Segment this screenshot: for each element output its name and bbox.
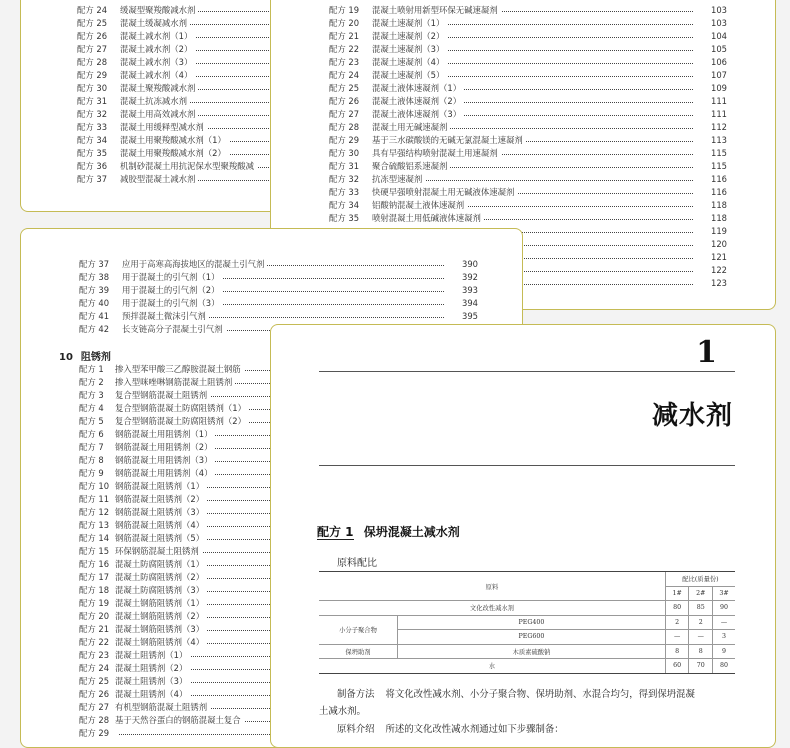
cell: 8 bbox=[665, 644, 689, 659]
recipe-title: 机制砂混凝土用抗泥保水型聚羧酸减 bbox=[120, 161, 257, 171]
recipe-code: 配方 37 bbox=[77, 174, 108, 184]
recipe-title: 应用于高寒高海拔地区的混凝土引气剂 bbox=[122, 259, 267, 269]
recipe-title: 掺入型苯甲酸三乙醇胺混凝土钢筋 bbox=[115, 364, 244, 374]
recipe-title: 钢筋混凝土阻锈剂（1） bbox=[115, 481, 207, 491]
cell: — bbox=[689, 630, 713, 645]
recipe-title: 环保钢筋混凝土阻锈剂 bbox=[115, 546, 202, 556]
recipe-code: 配方 15 bbox=[79, 546, 110, 556]
recipe-title: 混凝土液体速凝剂（3） bbox=[372, 109, 464, 119]
page-number: 120 bbox=[711, 239, 727, 249]
recipe-code: 配方 24 bbox=[329, 70, 360, 80]
page-number: 121 bbox=[711, 252, 727, 262]
recipe-code: 配方 34 bbox=[77, 135, 108, 145]
page-number: 107 bbox=[711, 70, 727, 80]
header-ratio: 配比(质量份) bbox=[665, 572, 735, 587]
recipe-title: 钢筋混凝土用阻锈剂（1） bbox=[115, 429, 215, 439]
material-name: 文化改性减水剂 bbox=[319, 601, 665, 616]
cell: 8 bbox=[689, 644, 713, 659]
table-row bbox=[319, 659, 735, 674]
recipe-title: 缓凝型聚羧酸减水剂 bbox=[120, 5, 198, 15]
intro-text: 所述的文化改性减水剂通过如下步骤制备： bbox=[385, 724, 564, 735]
toc-entry[interactable] bbox=[79, 297, 478, 310]
recipe-code: 配方 5 bbox=[79, 416, 104, 426]
recipe-code: 配方 12 bbox=[79, 507, 110, 517]
recipe-title: 混凝土速凝剂（2） bbox=[372, 31, 447, 41]
recipe-title: 混凝土防腐阻锈剂（2） bbox=[115, 572, 207, 582]
recipe-title: 混凝土减水剂（1） bbox=[120, 31, 195, 41]
toc-entry[interactable] bbox=[329, 4, 727, 17]
recipe-code: 配方 24 bbox=[77, 5, 108, 15]
recipe-code: 配方 34 bbox=[329, 200, 360, 210]
recipe-title: 钢筋混凝土阻锈剂（3） bbox=[115, 507, 207, 517]
recipe-title: 复合型钢筋混凝土防腐阻锈剂（1） bbox=[115, 403, 249, 413]
recipe-title: 混凝土液体速凝剂（2） bbox=[372, 96, 464, 106]
recipe-title: 钢筋混凝土阻锈剂（2） bbox=[115, 494, 207, 504]
ingredient-table bbox=[319, 571, 735, 674]
recipe-code: 配方 10 bbox=[79, 481, 110, 491]
recipe-label: 配方 1 bbox=[317, 525, 354, 539]
cell: 80 bbox=[665, 601, 689, 616]
page-number: 103 bbox=[711, 5, 727, 15]
col-label: 3# bbox=[713, 586, 735, 601]
page-number: 105 bbox=[711, 44, 727, 54]
recipe-title: 混凝土钢筋阻锈剂（4） bbox=[115, 637, 207, 647]
toc-entry[interactable] bbox=[329, 173, 727, 186]
recipe-heading bbox=[317, 523, 460, 540]
recipe-title: 聚合硫酸铝系速凝剂 bbox=[372, 161, 450, 171]
recipe-code: 配方 25 bbox=[77, 18, 108, 28]
page-number: 392 bbox=[462, 272, 478, 282]
recipe-code: 配方 36 bbox=[77, 161, 108, 171]
recipe-code: 配方 29 bbox=[77, 70, 108, 80]
recipe-code: 配方 25 bbox=[329, 83, 360, 93]
recipe-title: 混凝土钢筋阻锈剂（3） bbox=[115, 624, 207, 634]
recipe-code: 配方 28 bbox=[329, 122, 360, 132]
intro-label: 原料介绍 bbox=[337, 724, 375, 735]
table-row bbox=[319, 644, 735, 659]
recipe-code: 配方 9 bbox=[79, 468, 104, 478]
recipe-code: 配方 32 bbox=[329, 174, 360, 184]
method-paragraph bbox=[319, 686, 735, 703]
recipe-code: 配方 27 bbox=[329, 109, 360, 119]
recipe-code: 配方 24 bbox=[79, 663, 110, 673]
recipe-title: 混凝土防腐阻锈剂（1） bbox=[115, 559, 207, 569]
material-name: 木质素硫酸钠 bbox=[398, 644, 666, 659]
recipe-title: 抗冻型速凝剂 bbox=[372, 174, 425, 184]
recipe-code: 配方 38 bbox=[79, 272, 110, 282]
cell: — bbox=[665, 630, 689, 645]
recipe-code: 配方 14 bbox=[79, 533, 110, 543]
recipe-code: 配方 42 bbox=[79, 324, 110, 334]
toc-entry[interactable] bbox=[329, 147, 727, 160]
recipe-title: 基于三水碳酸镁的无碱无氯混凝土速凝剂 bbox=[372, 135, 526, 145]
recipe-title: 混凝土钢筋阻锈剂（1） bbox=[115, 598, 207, 608]
toc-entry[interactable] bbox=[329, 17, 727, 30]
divider bbox=[319, 465, 735, 466]
cell: 85 bbox=[689, 601, 713, 616]
toc-entry[interactable] bbox=[329, 121, 727, 134]
recipe-code: 配方 25 bbox=[79, 676, 110, 686]
page-number: 395 bbox=[462, 311, 478, 321]
recipe-code: 配方 26 bbox=[329, 96, 360, 106]
recipe-code: 配方 4 bbox=[79, 403, 104, 413]
recipe-code: 配方 27 bbox=[77, 44, 108, 54]
recipe-title: 具有早强结构喷射混凝土用速凝剂 bbox=[372, 148, 501, 158]
recipe-code: 配方 29 bbox=[329, 135, 360, 145]
cell: 2 bbox=[665, 615, 689, 630]
recipe-code: 配方 17 bbox=[79, 572, 110, 582]
recipe-code: 配方 23 bbox=[79, 650, 110, 660]
recipe-code: 配方 8 bbox=[79, 455, 104, 465]
recipe-title: 用于混凝土的引气剂（1） bbox=[122, 272, 222, 282]
table-row bbox=[319, 601, 735, 616]
recipe-code: 配方 22 bbox=[79, 637, 110, 647]
cell: 3 bbox=[713, 630, 735, 645]
recipe-code: 配方 6 bbox=[79, 429, 104, 439]
recipe-code: 配方 11 bbox=[79, 494, 110, 504]
recipe-title: 混凝土抗冻减水剂 bbox=[120, 96, 190, 106]
recipe-title: 混凝土速凝剂（4） bbox=[372, 57, 447, 67]
page-number: 109 bbox=[711, 83, 727, 93]
recipe-code: 配方 35 bbox=[329, 213, 360, 223]
toc-entry[interactable] bbox=[79, 310, 478, 323]
toc-entry[interactable] bbox=[329, 43, 727, 56]
recipe-title: 减胶型混凝土减水剂 bbox=[120, 174, 198, 184]
page-number: 118 bbox=[711, 213, 727, 223]
chapter-page bbox=[270, 324, 776, 748]
recipe-title: 混凝土缓凝减水剂 bbox=[120, 18, 190, 28]
group-name: 小分子聚合物 bbox=[319, 615, 398, 644]
material-name: PEG400 bbox=[398, 615, 666, 630]
recipe-title: 混凝土速凝剂（1） bbox=[372, 18, 447, 28]
page-number: 119 bbox=[711, 226, 727, 236]
cell: 90 bbox=[713, 601, 735, 616]
table-row bbox=[319, 615, 735, 630]
recipe-title: 混凝土速凝剂（3） bbox=[372, 44, 447, 54]
toc-entry[interactable] bbox=[329, 30, 727, 43]
toc-entry[interactable] bbox=[329, 199, 727, 212]
group-name: 保坍助剂 bbox=[319, 644, 398, 659]
recipe-code: 配方 20 bbox=[79, 611, 110, 621]
recipe-title: 保坍混凝土减水剂 bbox=[363, 525, 460, 539]
chapter-number: 10 bbox=[59, 352, 73, 363]
recipe-code: 配方 33 bbox=[77, 122, 108, 132]
page-number: 394 bbox=[462, 298, 478, 308]
recipe-title: 钢筋混凝土用阻锈剂（3） bbox=[115, 455, 215, 465]
recipe-code: 配方 33 bbox=[329, 187, 360, 197]
recipe-title: 混凝土速凝剂（5） bbox=[372, 70, 447, 80]
page-number: 116 bbox=[711, 174, 727, 184]
recipe-code: 配方 23 bbox=[329, 57, 360, 67]
recipe-code: 配方 37 bbox=[79, 259, 110, 269]
page-number: 115 bbox=[711, 161, 727, 171]
recipe-code: 配方 7 bbox=[79, 442, 104, 452]
toc-entry[interactable] bbox=[79, 271, 478, 284]
method-text: 将文化改性减水剂、小分子聚合物、保坍助剂、水混合均匀，得到保坍混凝 bbox=[385, 689, 695, 700]
page-number: 104 bbox=[711, 31, 727, 41]
recipe-title: 钢筋混凝土用阻锈剂（2） bbox=[115, 442, 215, 452]
recipe-code: 配方 32 bbox=[77, 109, 108, 119]
page-number: 113 bbox=[711, 135, 727, 145]
recipe-title: 混凝土阻锈剂（2） bbox=[115, 663, 190, 673]
toc-entry[interactable] bbox=[79, 258, 478, 271]
chapter-title: 减水剂 bbox=[651, 401, 733, 431]
header-material: 原料 bbox=[319, 572, 665, 601]
cell: 80 bbox=[713, 659, 735, 674]
recipe-title: 混凝土用聚羧酸减水剂（1） bbox=[120, 135, 229, 145]
page-number: 116 bbox=[711, 187, 727, 197]
col-label: 2# bbox=[689, 586, 713, 601]
toc-entry[interactable] bbox=[329, 160, 727, 173]
recipe-title: 混凝土减水剂（3） bbox=[120, 57, 195, 67]
recipe-code: 配方 30 bbox=[329, 148, 360, 158]
cell: 70 bbox=[689, 659, 713, 674]
recipe-title: 快硬早强喷射混凝土用无碱液体速凝剂 bbox=[372, 187, 517, 197]
recipe-code: 配方 26 bbox=[77, 31, 108, 41]
recipe-title: 混凝土钢筋阻锈剂（2） bbox=[115, 611, 207, 621]
page-number: 112 bbox=[711, 122, 727, 132]
recipe-code: 配方 19 bbox=[329, 5, 360, 15]
recipe-code: 配方 16 bbox=[79, 559, 110, 569]
cell: — bbox=[713, 615, 735, 630]
recipe-code: 配方 35 bbox=[77, 148, 108, 158]
recipe-code: 配方 21 bbox=[79, 624, 110, 634]
recipe-title: 复合型钢筋混凝土防腐阻锈剂（2） bbox=[115, 416, 249, 426]
chapter-title: 阻锈剂 bbox=[80, 352, 111, 363]
divider bbox=[319, 371, 735, 372]
recipe-code: 配方 19 bbox=[79, 598, 110, 608]
recipe-code: 配方 41 bbox=[79, 311, 110, 321]
recipe-title: 混凝土减水剂（2） bbox=[120, 44, 195, 54]
toc-entry[interactable] bbox=[79, 284, 478, 297]
recipe-title: 钢筋混凝土阻锈剂（5） bbox=[115, 533, 207, 543]
toc-entry[interactable] bbox=[329, 82, 727, 95]
recipe-title: 用于混凝土的引气剂（2） bbox=[122, 285, 222, 295]
recipe-title: 混凝土阻锈剂（4） bbox=[115, 689, 190, 699]
chapter-number: 1 bbox=[696, 335, 717, 370]
recipe-title: 混凝土喷射用新型环保无碱速凝剂 bbox=[372, 5, 501, 15]
toc-entry[interactable] bbox=[329, 56, 727, 69]
page-number: 393 bbox=[462, 285, 478, 295]
recipe-title: 用于混凝土的引气剂（3） bbox=[122, 298, 222, 308]
recipe-title: 复合型钢筋混凝土阻锈剂 bbox=[115, 390, 210, 400]
recipe-code: 配方 20 bbox=[329, 18, 360, 28]
recipe-code: 配方 26 bbox=[79, 689, 110, 699]
page-number: 123 bbox=[711, 278, 727, 288]
recipe-code: 配方 31 bbox=[329, 161, 360, 171]
recipe-title: 混凝土阻锈剂（3） bbox=[115, 676, 190, 686]
intro-paragraph bbox=[319, 721, 735, 738]
cell: 60 bbox=[665, 659, 689, 674]
recipe-code: 配方 40 bbox=[79, 298, 110, 308]
toc-entry[interactable] bbox=[329, 69, 727, 82]
toc-entry[interactable] bbox=[329, 95, 727, 108]
recipe-title: 长支链高分子混凝土引气剂 bbox=[122, 324, 226, 334]
recipe-title: 铝酸钠混凝土液体速凝剂 bbox=[372, 200, 467, 210]
page-number: 122 bbox=[711, 265, 727, 275]
page-number: 106 bbox=[711, 57, 727, 67]
recipe-code: 配方 29 bbox=[79, 728, 110, 738]
recipe-code: 配方 18 bbox=[79, 585, 110, 595]
recipe-code: 配方 3 bbox=[79, 390, 104, 400]
recipe-title: 混凝土用缓释型减水剂 bbox=[120, 122, 207, 132]
recipe-code: 配方 39 bbox=[79, 285, 110, 295]
recipe-title: 混凝土聚羧酸减水剂 bbox=[120, 83, 198, 93]
toc-entry[interactable] bbox=[329, 134, 727, 147]
method-label: 制备方法 bbox=[337, 689, 375, 700]
page-number: 115 bbox=[711, 148, 727, 158]
method-text-cont: 土减水剂。 bbox=[319, 706, 366, 717]
page-number: 111 bbox=[711, 109, 727, 119]
page-number: 118 bbox=[711, 200, 727, 210]
recipe-code: 配方 22 bbox=[329, 44, 360, 54]
recipe-title: 基于天然谷蛋白的钢筋混凝土复合 bbox=[115, 715, 244, 725]
material-name: 水 bbox=[319, 659, 665, 674]
recipe-code: 配方 27 bbox=[79, 702, 110, 712]
section-title: 原料配比 bbox=[337, 558, 377, 569]
recipe-title: 混凝土阻锈剂（1） bbox=[115, 650, 190, 660]
page-number: 103 bbox=[711, 18, 727, 28]
recipe-title: 混凝土用高效减水剂 bbox=[120, 109, 198, 119]
toc-entry[interactable] bbox=[329, 108, 727, 121]
recipe-title: 掺入型咪唑啉钢筋混凝土阻锈剂 bbox=[115, 377, 235, 387]
col-label: 1# bbox=[665, 586, 689, 601]
recipe-code: 配方 21 bbox=[329, 31, 360, 41]
recipe-code: 配方 1 bbox=[79, 364, 104, 374]
toc-entry[interactable] bbox=[329, 186, 727, 199]
recipe-code: 配方 2 bbox=[79, 377, 104, 387]
recipe-code: 配方 13 bbox=[79, 520, 110, 530]
recipe-title: 有机型钢筋混凝土阻锈剂 bbox=[115, 702, 210, 712]
recipe-title: 混凝土液体速凝剂（1） bbox=[372, 83, 464, 93]
recipe-title: 喷射混凝土用低碱液体速凝剂 bbox=[372, 213, 484, 223]
recipe-title: 钢筋混凝土用阻锈剂（4） bbox=[115, 468, 215, 478]
recipe-code: 配方 28 bbox=[77, 57, 108, 67]
page-number: 111 bbox=[711, 96, 727, 106]
recipe-title bbox=[115, 728, 118, 738]
recipe-title: 钢筋混凝土阻锈剂（4） bbox=[115, 520, 207, 530]
toc-entry[interactable] bbox=[329, 212, 727, 225]
page-number: 390 bbox=[462, 259, 478, 269]
cell: 9 bbox=[713, 644, 735, 659]
material-name: PEG600 bbox=[398, 630, 666, 645]
recipe-code: 配方 31 bbox=[77, 96, 108, 106]
recipe-code: 配方 30 bbox=[77, 83, 108, 93]
recipe-title: 混凝土用无碱速凝剂 bbox=[372, 122, 450, 132]
recipe-title: 混凝土防腐阻锈剂（3） bbox=[115, 585, 207, 595]
recipe-title: 混凝土减水剂（4） bbox=[120, 70, 195, 80]
recipe-title: 混凝土用聚羧酸减水剂（2） bbox=[120, 148, 229, 158]
cell: 2 bbox=[689, 615, 713, 630]
recipe-code: 配方 28 bbox=[79, 715, 110, 725]
recipe-title: 预拌混凝土微沫引气剂 bbox=[122, 311, 209, 321]
